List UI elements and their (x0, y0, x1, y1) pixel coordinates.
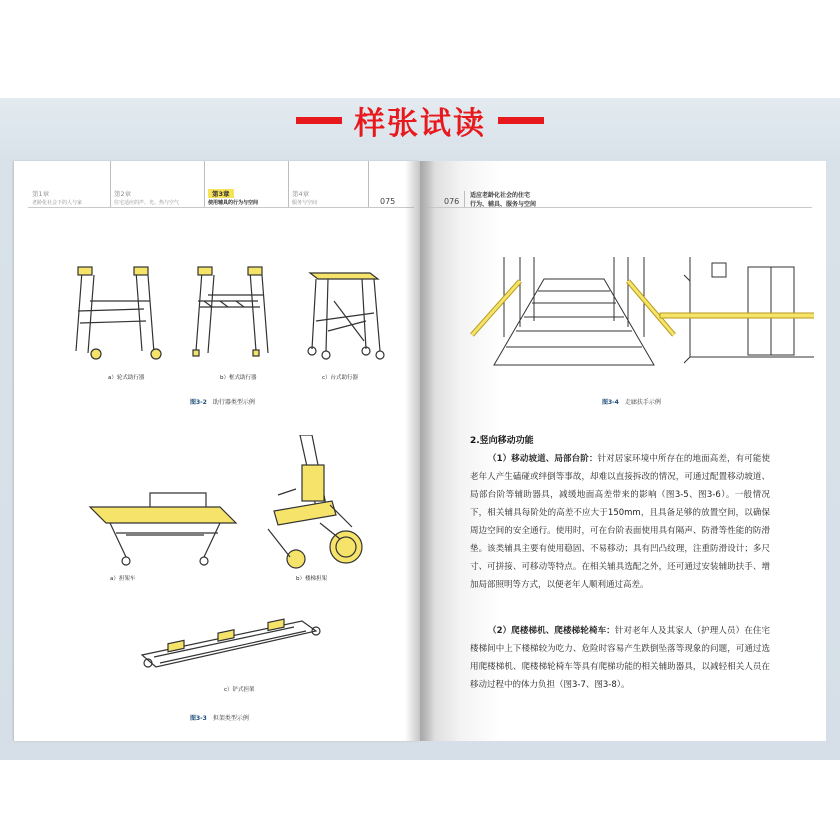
paragraph-2 (470, 622, 770, 694)
left-page (14, 161, 420, 741)
section-title: 2.竖向移动功能 (470, 436, 534, 446)
wall-handrail-drawing (660, 257, 814, 363)
chapter-3-name: 使用辅具的行为与空间 (208, 200, 259, 206)
chapter-4-name: 服务与空间 (292, 200, 318, 206)
frame-walker-caption: b）框式助行器 (220, 375, 257, 381)
sample-banner (0, 100, 840, 140)
chapter-2-name: 住宅适应的声、光、热与空气 (114, 200, 180, 206)
chapter-tab-2 (110, 161, 205, 207)
figure-3-3-title: 担架类型示例 (212, 715, 249, 722)
chapter-2-number: 第2章 (114, 190, 132, 198)
paragraph-1-lead: （1）移动坡道、局部台阶： (488, 454, 598, 464)
right-page-number: 076 (444, 197, 460, 206)
stretcher-cart-drawing (90, 493, 236, 565)
table-walker-drawing (308, 273, 384, 359)
wheeled-walker-drawing (76, 267, 161, 359)
figure-3-2-caption (190, 397, 255, 406)
chapter-tab-3 (204, 161, 289, 207)
walker-illustrations (64, 261, 404, 371)
table-walker-caption: c）台式助行器 (322, 375, 359, 381)
stretcher-cart-caption: a）担架车 (110, 576, 136, 582)
figure-3-3-caption (190, 713, 249, 722)
paragraph-2-lead: （2）爬楼梯机、爬楼梯轮椅车： (488, 626, 615, 636)
frame-walker-drawing (193, 267, 268, 356)
figure-3-3-label: 图3-3 (190, 715, 207, 722)
header-rule (28, 207, 414, 208)
chapter-4-number: 第4章 (292, 190, 310, 198)
book-gutter-shadow (405, 161, 435, 741)
figure-3-4-caption (602, 397, 661, 406)
banner-left-dash (296, 117, 342, 124)
header-divider (464, 191, 465, 207)
running-header-line-1: 适应老龄化社会的住宅 (470, 192, 531, 199)
scoop-stretcher-caption: c）铲式担架 (224, 687, 255, 693)
chapter-1-number: 第1章 (32, 190, 50, 198)
left-page-number: 075 (380, 197, 396, 206)
figure-3-2-label: 图3-2 (190, 399, 207, 406)
paragraph-2-text: 针对老年人及其家人（护理人员）在住宅楼梯间中上下楼梯较为吃力、危险时容易产生跌倒坠落等现象的问题，可通过选用爬楼梯机、爬楼梯轮椅车等具有爬梯功能的相关辅助器具，以减轻相关人员在移动过程中的体力负担（图3-7、图3-8）。 (470, 626, 770, 690)
banner-title: 样张试读 (354, 105, 486, 142)
running-header (470, 191, 536, 209)
stretcher-illustrations (70, 435, 380, 575)
paragraph-1 (470, 450, 770, 594)
stair-stretcher-caption: b）楼梯担架 (296, 576, 327, 582)
scoop-stretcher-illustration (134, 611, 334, 681)
figure-3-4-label: 图3-4 (602, 399, 619, 406)
wheeled-walker-caption: a）轮式助行器 (108, 375, 145, 381)
figure-3-2-title: 助行器类型示例 (212, 399, 255, 406)
scoop-stretcher-drawing (142, 619, 320, 667)
chapter-tab-1 (28, 161, 111, 207)
stair-stretcher-drawing (268, 435, 362, 568)
stairway-handrail-drawing (472, 257, 674, 365)
paragraph-1-text: 针对居家环境中所存在的地面高差，有可能使老年人产生磕碰或绊倒等事故，却难以直接拆改的情况，可通过配置移动坡道、局部台阶等辅助器具，减缓地面高差带来的影响（图3-5、图3-6）。一般情况下，相关辅具每阶处的高差不应大于150mm，且具备足够的放置空间，以确保周边空间的安全通行。使用时，可在台阶表面使用具有隔声、防滑等性能的防滑垫。该类辅具主要有使用稳固、不易移动；具有凹凸纹理，注重防滑设计；多尺寸、可拼接、可移动等特点。在相关辅具选配之外，还可通过安装辅助扶手、增加局部照明等方式，以便老年人顺利通过高差。 (470, 454, 770, 590)
figure-3-4-title: 走廊扶手示例 (624, 399, 661, 406)
running-header-line-2: 行为、辅具、服务与空间 (470, 201, 537, 208)
chapter-3-number: 第3章 (208, 189, 234, 198)
banner-right-dash (498, 117, 544, 124)
handrail-illustrations (464, 257, 814, 367)
chapter-tab-4 (288, 161, 369, 207)
chapter-1-name: 老龄化社会下的人与家 (32, 200, 83, 206)
